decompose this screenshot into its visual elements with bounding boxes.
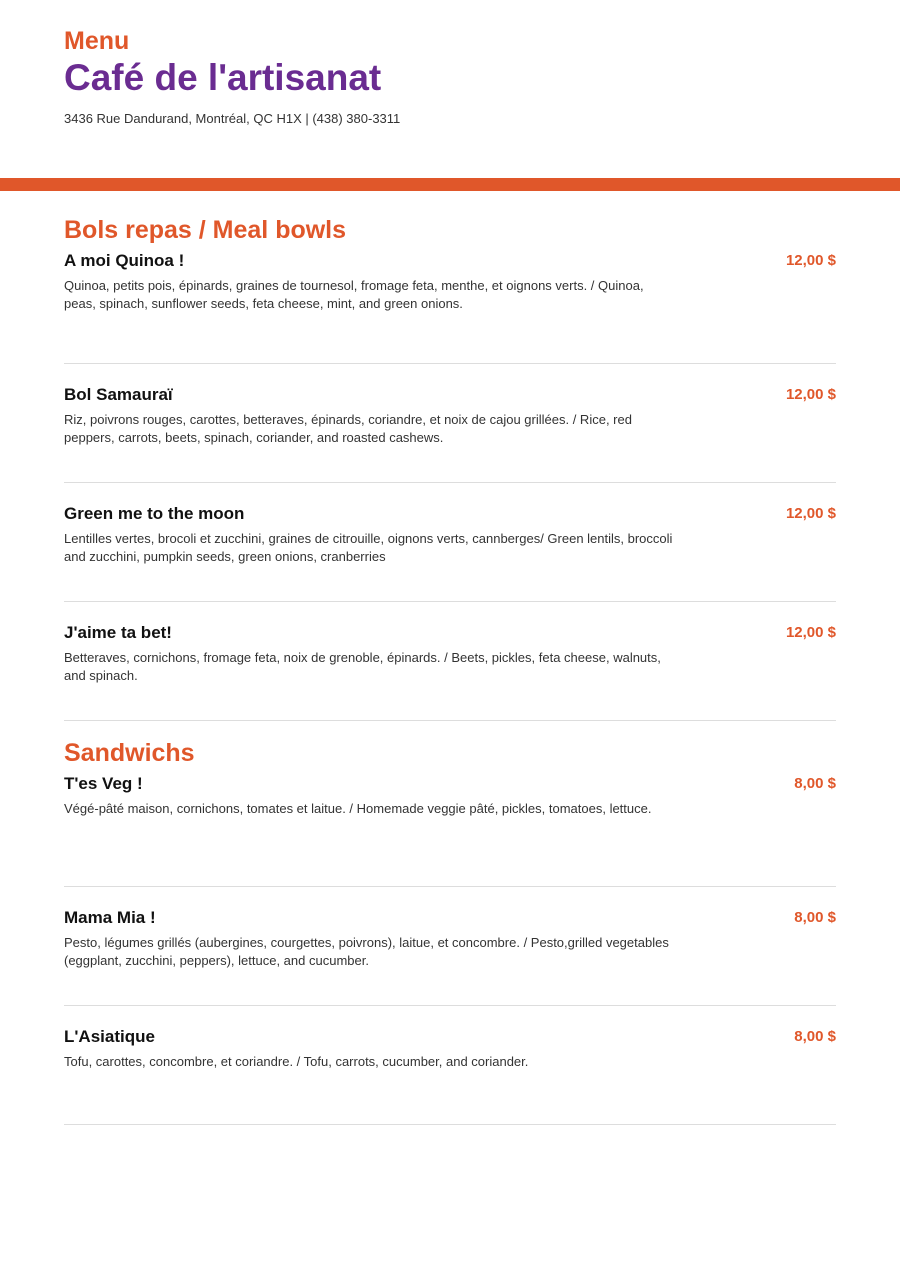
item-price: 8,00 $ — [794, 909, 836, 926]
section-sandwichs — [64, 735, 836, 1125]
item-price: 12,00 $ — [785, 252, 836, 269]
item-name: J'aime ta bet! — [64, 623, 172, 642]
item-name: A moi Quinoa ! — [64, 251, 185, 270]
section-title: Sandwichs — [64, 739, 195, 767]
item-description: Végé-pâté maison, cornichons, tomates et laitue. / Homemade veggie pâté, pickles, tomatoes, lettuce. — [64, 801, 652, 816]
item-price: 12,00 $ — [785, 624, 836, 641]
item-description: Tofu, carottes, concombre, et coriandre. / Tofu, carrots, cucumber, and coriander. — [64, 1054, 529, 1069]
menu-item — [64, 364, 836, 483]
section-meal-bowls — [64, 212, 836, 721]
menu-content — [64, 212, 836, 1125]
menu-item — [64, 887, 836, 1006]
menu-item — [64, 771, 836, 887]
item-name: Mama Mia ! — [64, 908, 156, 927]
section-title: Bols repas / Meal bowls — [64, 216, 347, 244]
header-divider-bar — [0, 178, 900, 191]
item-description: Betteraves, cornichons, fromage feta, noix de grenoble, épinards. / Beets, pickles, feta cheese, walnuts, and spinach. — [64, 650, 661, 683]
item-description: Quinoa, petits pois, épinards, graines de tournesol, fromage feta, menthe, et oignons verts. / Quinoa, peas, spinach, sunflower seeds, feta cheese, mint, and green onions. — [64, 278, 644, 311]
item-description: Lentilles vertes, brocoli et zucchini, graines de citrouille, oignons verts, cannberges/ Green lentils, broccoli and zucchini, pumpkin seeds, green onions, cranberries — [64, 531, 673, 564]
item-price: 8,00 $ — [794, 1028, 836, 1045]
item-price: 8,00 $ — [794, 775, 836, 792]
menu-item — [64, 483, 836, 602]
cafe-address: 3436 Rue Dandurand, Montréal, QC H1X | (438) 380-3311 — [64, 111, 401, 126]
item-price: 12,00 $ — [785, 505, 836, 522]
item-description: Pesto, légumes grillés (aubergines, courgettes, poivrons), laitue, et concombre. / Pesto,grilled vegetables (eggplant, zucchini, peppers), lettuce, and cucumber. — [64, 935, 669, 968]
item-name: T'es Veg ! — [64, 774, 143, 793]
cafe-name: Café de l'artisanat — [64, 57, 382, 98]
item-name: Green me to the moon — [64, 504, 245, 523]
menu-header — [64, 26, 836, 127]
menu-label: Menu — [64, 27, 130, 55]
item-description: Riz, poivrons rouges, carottes, betteraves, épinards, coriandre, et noix de cajou grillées. / Rice, red peppers, carrots, beets, spinach, coriander, and roasted cashews. — [64, 412, 632, 445]
menu-item — [64, 1006, 836, 1125]
item-name: Bol Samauraï — [64, 385, 173, 404]
menu-item — [64, 248, 836, 364]
item-price: 12,00 $ — [785, 386, 836, 403]
item-name: L'Asiatique — [64, 1027, 155, 1046]
menu-item — [64, 602, 836, 721]
